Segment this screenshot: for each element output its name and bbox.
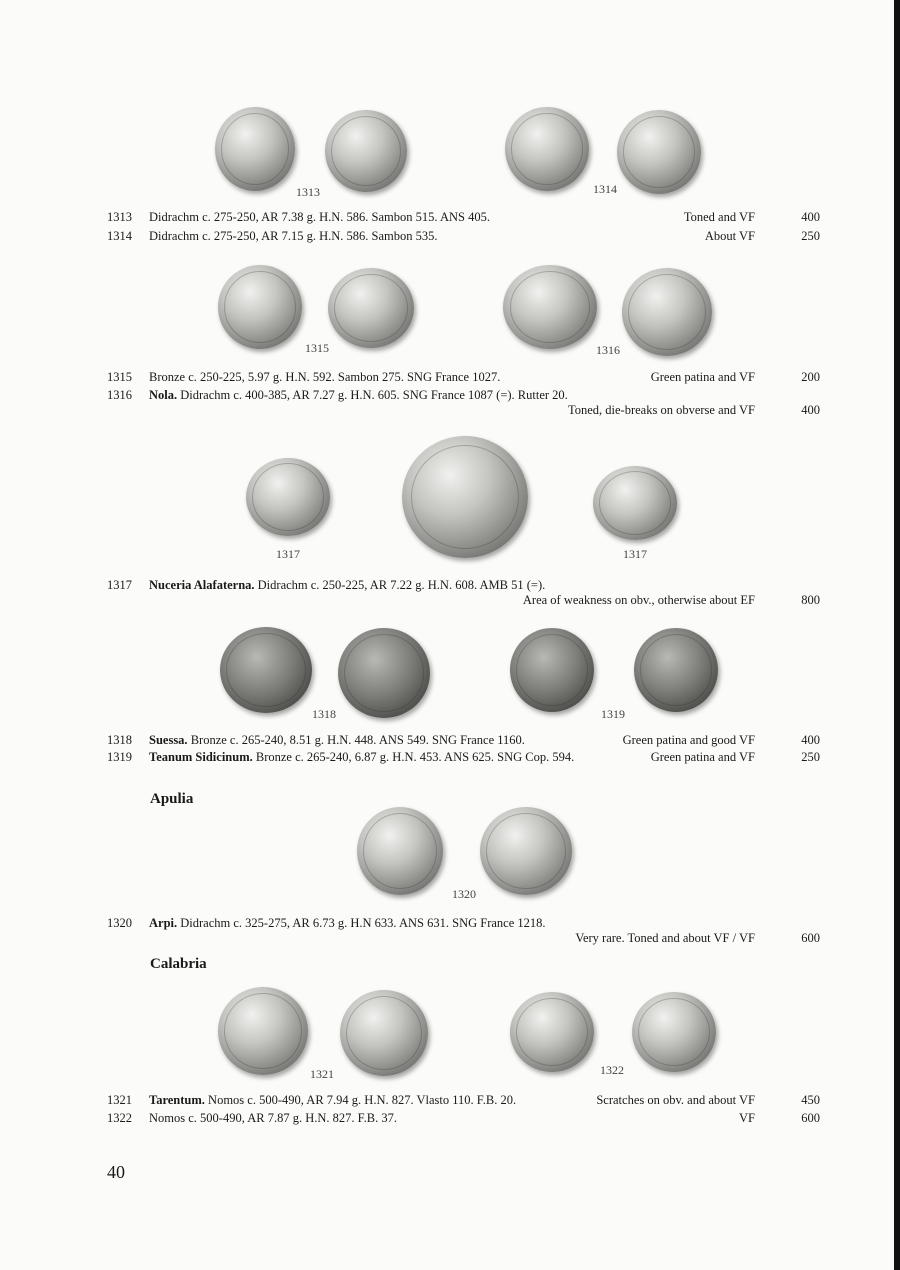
lot-price: 250 <box>801 229 820 243</box>
coin-1316-obverse <box>503 265 597 349</box>
coin-1313-obverse <box>215 107 295 191</box>
figure-number: 1314 <box>593 182 617 196</box>
coin-1321-obverse <box>218 987 308 1075</box>
lot-1316 <box>0 388 900 420</box>
figure-number: 1315 <box>305 341 329 355</box>
lot-price: 450 <box>801 1093 820 1107</box>
lot-description-wrap <box>149 388 568 403</box>
lot-number: 1317 <box>107 578 132 592</box>
lot-grade: Toned and VF <box>683 210 755 224</box>
coin-1320-obverse <box>357 807 443 895</box>
coin-1317-reverse <box>593 466 677 540</box>
lot-number: 1321 <box>107 1093 132 1107</box>
lot-number: 1313 <box>107 210 132 224</box>
lot-number: 1314 <box>107 229 132 243</box>
figure-number: 1322 <box>600 1063 624 1077</box>
figure-number: 1317 <box>623 547 647 561</box>
coin-1314-reverse <box>617 110 701 194</box>
coin-1315-reverse <box>328 268 414 348</box>
lot-grade: Green patina and VF <box>650 750 755 764</box>
lot-grade: Area of weakness on obv., otherwise about EF <box>522 593 755 607</box>
section-heading-apulia: Apulia <box>150 791 194 807</box>
lot-description: Didrachm c. 400-385, AR 7.27 g. H.N. 605. SNG France 1087 (=). Rutter 20. <box>177 388 568 402</box>
coin-1316-reverse <box>622 268 712 356</box>
lot-description: Didrachm c. 275-250, AR 7.38 g. H.N. 586. Sambon 515. ANS 405. <box>149 210 490 224</box>
lot-place: Nola. <box>149 388 178 402</box>
lot-place: Nuceria Alafaterna. <box>149 578 255 592</box>
coin-1319-reverse <box>634 628 718 712</box>
coin-1317-obverse-small <box>246 458 330 536</box>
lot-description-wrap <box>149 750 574 765</box>
lot-number: 1319 <box>107 750 132 764</box>
page-number: 40 <box>107 1162 125 1182</box>
lot-description-wrap <box>149 1093 516 1108</box>
lot-description: Bronze c. 265-240, 6.87 g. H.N. 453. ANS 625. SNG Cop. 594. <box>252 750 575 764</box>
lot-description: Nomos c. 500-490, AR 7.87 g. H.N. 827. F.B. 37. <box>149 1111 397 1125</box>
lot-grade: VF <box>739 1111 755 1125</box>
coin-1322-reverse <box>632 992 716 1072</box>
lot-grade: Green patina and VF <box>650 370 755 384</box>
lot-price: 200 <box>801 370 820 384</box>
coin-1321-reverse <box>340 990 428 1076</box>
figure-number: 1318 <box>312 707 336 721</box>
lot-grade: Toned, die-breaks on obverse and VF <box>567 403 755 417</box>
page-edge <box>894 0 900 1270</box>
lot-description: Bronze c. 265-240, 8.51 g. H.N. 448. ANS 549. SNG France 1160. <box>187 733 525 747</box>
lot-1320 <box>0 916 900 948</box>
lot-number: 1315 <box>107 370 132 384</box>
coin-1318-reverse <box>338 628 430 718</box>
coin-1322-obverse <box>510 992 594 1072</box>
coin-1313-reverse <box>325 110 407 192</box>
figure-number: 1313 <box>296 185 320 199</box>
lot-description: Bronze c. 250-225, 5.97 g. H.N. 592. Sambon 275. SNG France 1027. <box>149 370 501 384</box>
lot-place: Arpi. <box>149 916 178 930</box>
lot-grade: Scratches on obv. and about VF <box>596 1093 755 1107</box>
lot-number: 1316 <box>107 388 132 402</box>
lot-price: 600 <box>801 931 820 945</box>
lot-price: 400 <box>801 403 820 417</box>
lot-number: 1322 <box>107 1111 132 1125</box>
lot-place: Suessa. <box>149 733 188 747</box>
lot-price: 250 <box>801 750 820 764</box>
coin-1320-reverse <box>480 807 572 895</box>
coin-1317-obverse-enlarged <box>402 436 528 558</box>
lot-grade: Very rare. Toned and about VF / VF <box>575 931 755 945</box>
lot-price: 400 <box>801 210 820 224</box>
coin-1318-obverse <box>220 627 312 713</box>
lot-place: Teanum Sidicinum. <box>149 750 253 764</box>
lot-description-wrap <box>149 733 525 748</box>
lot-price: 800 <box>801 593 820 607</box>
lot-description-wrap <box>149 578 545 593</box>
lot-description: Nomos c. 500-490, AR 7.94 g. H.N. 827. Vlasto 110. F.B. 20. <box>204 1093 517 1107</box>
lot-description-wrap <box>149 916 546 931</box>
figure-number: 1316 <box>596 343 620 357</box>
section-heading-calabria: Calabria <box>150 956 207 972</box>
lot-description: Didrachm c. 325-275, AR 6.73 g. H.N 633. ANS 631. SNG France 1218. <box>177 916 546 930</box>
coin-1319-obverse <box>510 628 594 712</box>
lot-number: 1318 <box>107 733 132 747</box>
figure-number: 1321 <box>310 1067 334 1081</box>
lot-number: 1320 <box>107 916 132 930</box>
lot-description: Didrachm c. 250-225, AR 7.22 g. H.N. 608. AMB 51 (=). <box>254 578 546 592</box>
figure-number: 1320 <box>452 887 476 901</box>
lot-place: Tarentum. <box>149 1093 205 1107</box>
lot-price: 400 <box>801 733 820 747</box>
lot-1317 <box>0 578 900 610</box>
figure-number: 1317 <box>276 547 300 561</box>
figure-number: 1319 <box>601 707 625 721</box>
lot-grade: About VF <box>704 229 755 243</box>
lot-description: Didrachm c. 275-250, AR 7.15 g. H.N. 586. Sambon 535. <box>149 229 438 243</box>
lot-price: 600 <box>801 1111 820 1125</box>
coin-1315-obverse <box>218 265 302 349</box>
lot-grade: Green patina and good VF <box>622 733 755 747</box>
coin-1314-obverse <box>505 107 589 191</box>
